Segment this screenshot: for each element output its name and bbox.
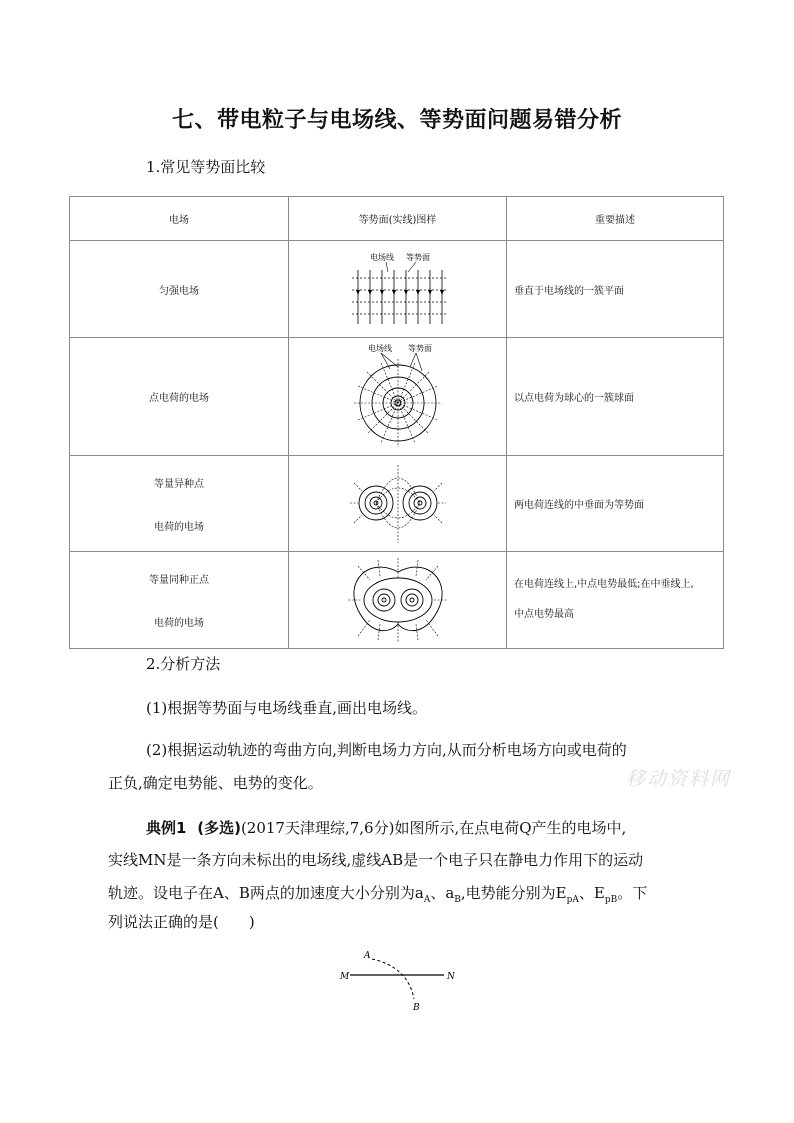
desc-cell: 以点电荷为球心的一簇球面	[507, 338, 724, 456]
field-name: 点电荷的电场	[70, 338, 289, 456]
point-charge-figure	[289, 338, 507, 456]
method-1: (1)根据等势面与电场线垂直,画出电场线。	[146, 699, 428, 717]
figure-label-fieldline: 电场线	[369, 253, 394, 262]
header-field: 电场	[70, 197, 289, 241]
table-row	[70, 456, 724, 552]
field-name: 等量同种正点 电荷的电场	[70, 552, 289, 649]
desc-cell: 垂直于电场线的一簇平面	[507, 241, 724, 338]
uniform-field-diagram	[348, 250, 448, 328]
section-heading-1: 1.常见等势面比较	[146, 158, 266, 176]
table-row	[70, 241, 724, 338]
field-name: 等量异种点 电荷的电场	[70, 456, 289, 552]
header-figure: 等势面(实线)图样	[289, 197, 507, 241]
field-name: 匀强电场	[70, 241, 289, 338]
desc-cell: 两电荷连线的中垂面为等势面	[507, 456, 724, 552]
figure-label-fieldline: 电场线	[367, 343, 392, 353]
example-tag: (多选)	[197, 819, 241, 837]
method-2-line-2: 正负,确定电势能、电势的变化。	[108, 774, 323, 792]
example-label: 典例1	[146, 819, 187, 837]
point-charge-diagram	[348, 343, 448, 451]
trajectory-figure	[330, 945, 470, 1017]
table-header-row	[70, 197, 724, 241]
method-2-line-1: (2)根据运动轨迹的弯曲方向,判断电场力方向,从而分析电场方向或电荷的	[146, 741, 627, 759]
label-m: M	[340, 972, 350, 982]
example-line-2: 实线MN是一条方向未标出的电场线,虚线AB是一个电子只在静电力作用下的运动	[108, 851, 644, 869]
trajectory-ab	[372, 959, 414, 999]
header-desc: 重要描述	[507, 197, 724, 241]
page-title: 七、带电粒子与电场线、等势面问题易错分析	[171, 108, 622, 133]
example-line-3: 轨迹。设电子在A、B两点的加速度大小分别为$a_A$、$a_B$,电势能分别为$E_{pA}$、$E_{pB}$。下	[108, 884, 648, 905]
label-a: A	[364, 951, 371, 961]
table-row	[70, 338, 724, 456]
uniform-field-figure	[289, 241, 507, 338]
desc-cell: 在电荷连线上,中点电势最低;在中垂线上, 中点电势最高	[507, 552, 724, 649]
like-charges-diagram	[348, 558, 448, 642]
like-charges-figure	[289, 552, 507, 649]
label-b: B	[413, 1003, 420, 1013]
section-heading-2: 2.分析方法	[146, 655, 221, 673]
figure-label-equipotential: 等势面	[407, 343, 432, 353]
label-n: N	[447, 972, 455, 982]
example-line-1: 典例1 (多选)(2017天津理综,7,6分)如图所示,在点电荷Q产生的电场中,	[146, 819, 627, 837]
dipole-figure	[289, 456, 507, 552]
equipotential-table	[69, 196, 724, 649]
example-line-4: 列说法正确的是( )	[108, 913, 255, 931]
watermark: 移动资料网	[626, 768, 732, 790]
table-row	[70, 552, 724, 649]
dipole-diagram	[348, 463, 448, 545]
figure-label-equipotential: 等势面	[405, 253, 430, 262]
